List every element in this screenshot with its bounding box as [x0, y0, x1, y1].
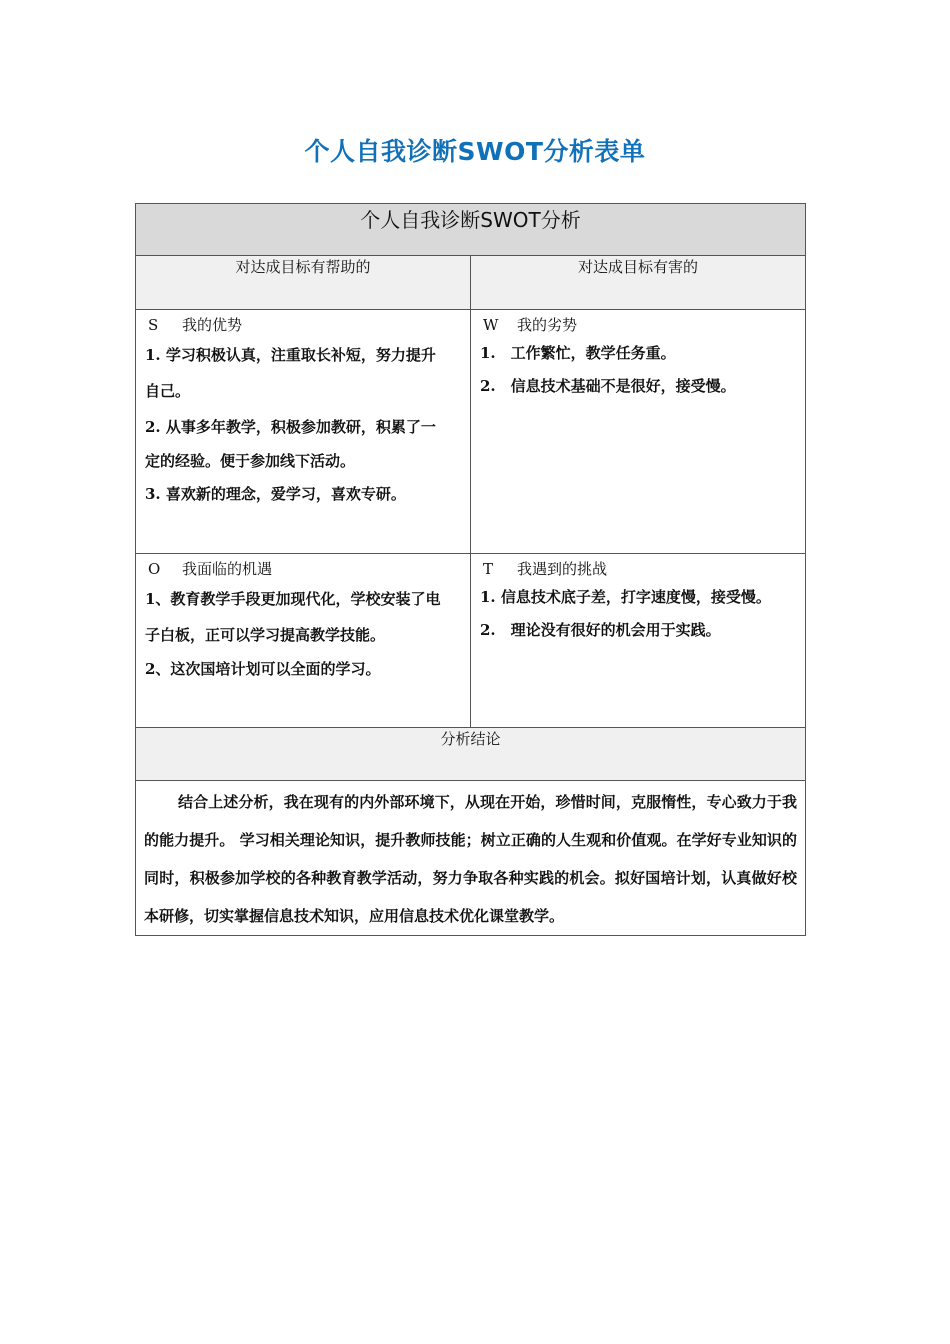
opportunities-letter: O — [148, 560, 161, 578]
table-header: 个人自我诊断SWOT分析 — [136, 204, 806, 256]
column-harmful: 对达成目标有害的 — [471, 256, 806, 310]
conclusion-text: 结合上述分析，我在现有的内外部环境下，从现在开始，珍惜时间，克服惰性，专心致力于我的能力提升。 学习相关理论知识，提升教师技能；树立正确的人生观和价值观。在学好专业知识的同时，积极参加学校的各种教育教学活动，努力争取各种实践的机会。拟好国培计划，认真做好校本研修，切实掌握信息技术知识，应用信息技术优化课堂教学。 — [144, 793, 797, 925]
opportunities-cell — [136, 554, 471, 728]
column-helpful: 对达成目标有帮助的 — [136, 256, 471, 310]
strengths-letter: S — [148, 316, 159, 334]
weaknesses-line: 1. 工作繁忙，教学任务重。 — [480, 344, 676, 362]
threats-cell — [471, 554, 806, 728]
strengths-line: 自己。 — [145, 382, 191, 400]
threats-letter: T — [483, 560, 494, 578]
weaknesses-title — [480, 313, 796, 337]
threats-title — [480, 557, 796, 581]
weaknesses-label: 我的劣势 — [517, 316, 578, 334]
strengths-title — [145, 313, 461, 337]
strengths-line: 1. 学习积极认真，注重取长补短，努力提升 — [145, 346, 436, 364]
opportunities-label: 我面临的机遇 — [182, 560, 273, 578]
opportunities-line: 1、教育教学手段更加现代化，学校安装了电 — [145, 590, 441, 608]
threats-line: 1. 信息技术底子差，打字速度慢，接受慢。 — [480, 588, 771, 606]
conclusion-cell — [136, 781, 806, 936]
weaknesses-cell — [471, 310, 806, 554]
strengths-line: 3. 喜欢新的理念，爱学习，喜欢专研。 — [145, 485, 406, 503]
opportunities-title — [145, 557, 461, 581]
strengths-label: 我的优势 — [182, 316, 243, 334]
strengths-line: 定的经验。便于参加线下活动。 — [145, 452, 356, 470]
swot-table — [135, 203, 806, 936]
opportunities-line: 子白板，正可以学习提高教学技能。 — [145, 626, 386, 644]
threats-label: 我遇到的挑战 — [517, 560, 608, 578]
strengths-cell — [136, 310, 471, 554]
weaknesses-line: 2. 信息技术基础不是很好，接受慢。 — [480, 377, 736, 395]
weaknesses-letter: W — [483, 316, 499, 334]
strengths-line: 2. 从事多年教学，积极参加教研，积累了一 — [145, 418, 436, 436]
conclusion-header: 分析结论 — [136, 728, 806, 781]
threats-line: 2. 理论没有很好的机会用于实践。 — [480, 621, 721, 639]
document-title: 个人自我诊断SWOT分析表单 — [304, 137, 646, 166]
opportunities-line: 2、这次国培计划可以全面的学习。 — [145, 660, 381, 678]
